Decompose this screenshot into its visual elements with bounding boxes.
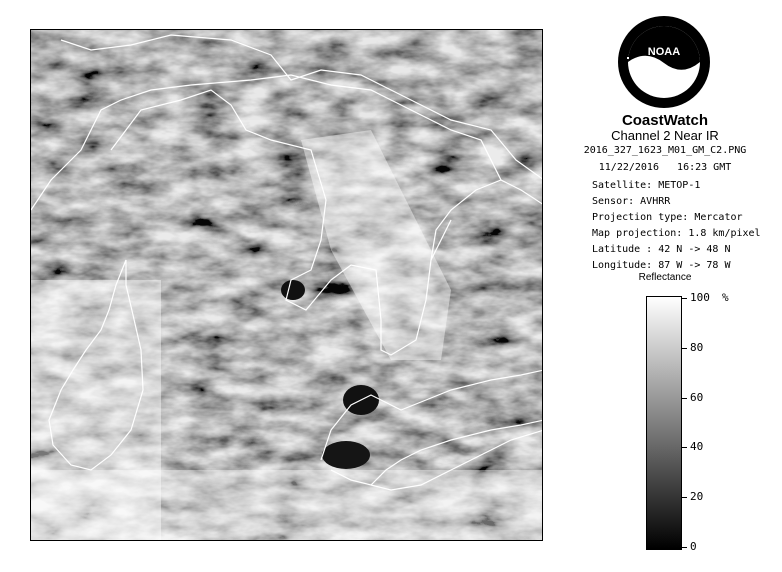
legend-tick-mark (682, 497, 687, 498)
latitude-label: Latitude : 42 N -> 48 N (592, 244, 731, 255)
time-label: 16:23 GMT (677, 162, 732, 173)
legend-tick-mark (682, 298, 687, 299)
legend-tick-mark (682, 348, 687, 349)
lake-simcoe-area (322, 441, 370, 469)
legend-tick-label: 0 (690, 540, 697, 553)
projection-type-label: Projection type: Mercator (592, 212, 743, 223)
satellite-label: Satellite: METOP-1 (592, 180, 701, 191)
legend-tick-label: 100 (690, 291, 710, 304)
legend-title: Reflectance (638, 272, 692, 283)
legend-tick-mark (682, 398, 687, 399)
reflectance-colorbar (646, 296, 682, 550)
legend-tick-mark (682, 447, 687, 448)
satellite-map[interactable] (30, 29, 543, 541)
datetime-label (560, 162, 770, 173)
legend-tick-mark (682, 547, 687, 548)
legend-tick-label: 40 (690, 440, 704, 454)
channel-label: Channel 2 Near IR (611, 128, 719, 143)
legend-unit: % (722, 291, 729, 304)
date-label: 11/22/2016 (598, 162, 659, 173)
map-projection-label: Map projection: 1.8 km/pixel (592, 228, 761, 239)
longitude-label: Longitude: 87 W -> 78 W (592, 260, 731, 271)
legend-tick-label: 20 (690, 490, 704, 504)
filename-label: 2016_327_1623_M01_GM_C2.PNG (583, 145, 747, 156)
legend-tick-label: 80 (690, 340, 704, 354)
sensor-label: Sensor: AVHRR (592, 196, 671, 207)
saginaw-bay (281, 280, 305, 300)
brand-title: CoastWatch (621, 112, 709, 129)
legend-tick-label: 60 (690, 390, 704, 404)
noaa-logo-icon (617, 15, 711, 109)
logo-text: NOAA (647, 46, 681, 58)
